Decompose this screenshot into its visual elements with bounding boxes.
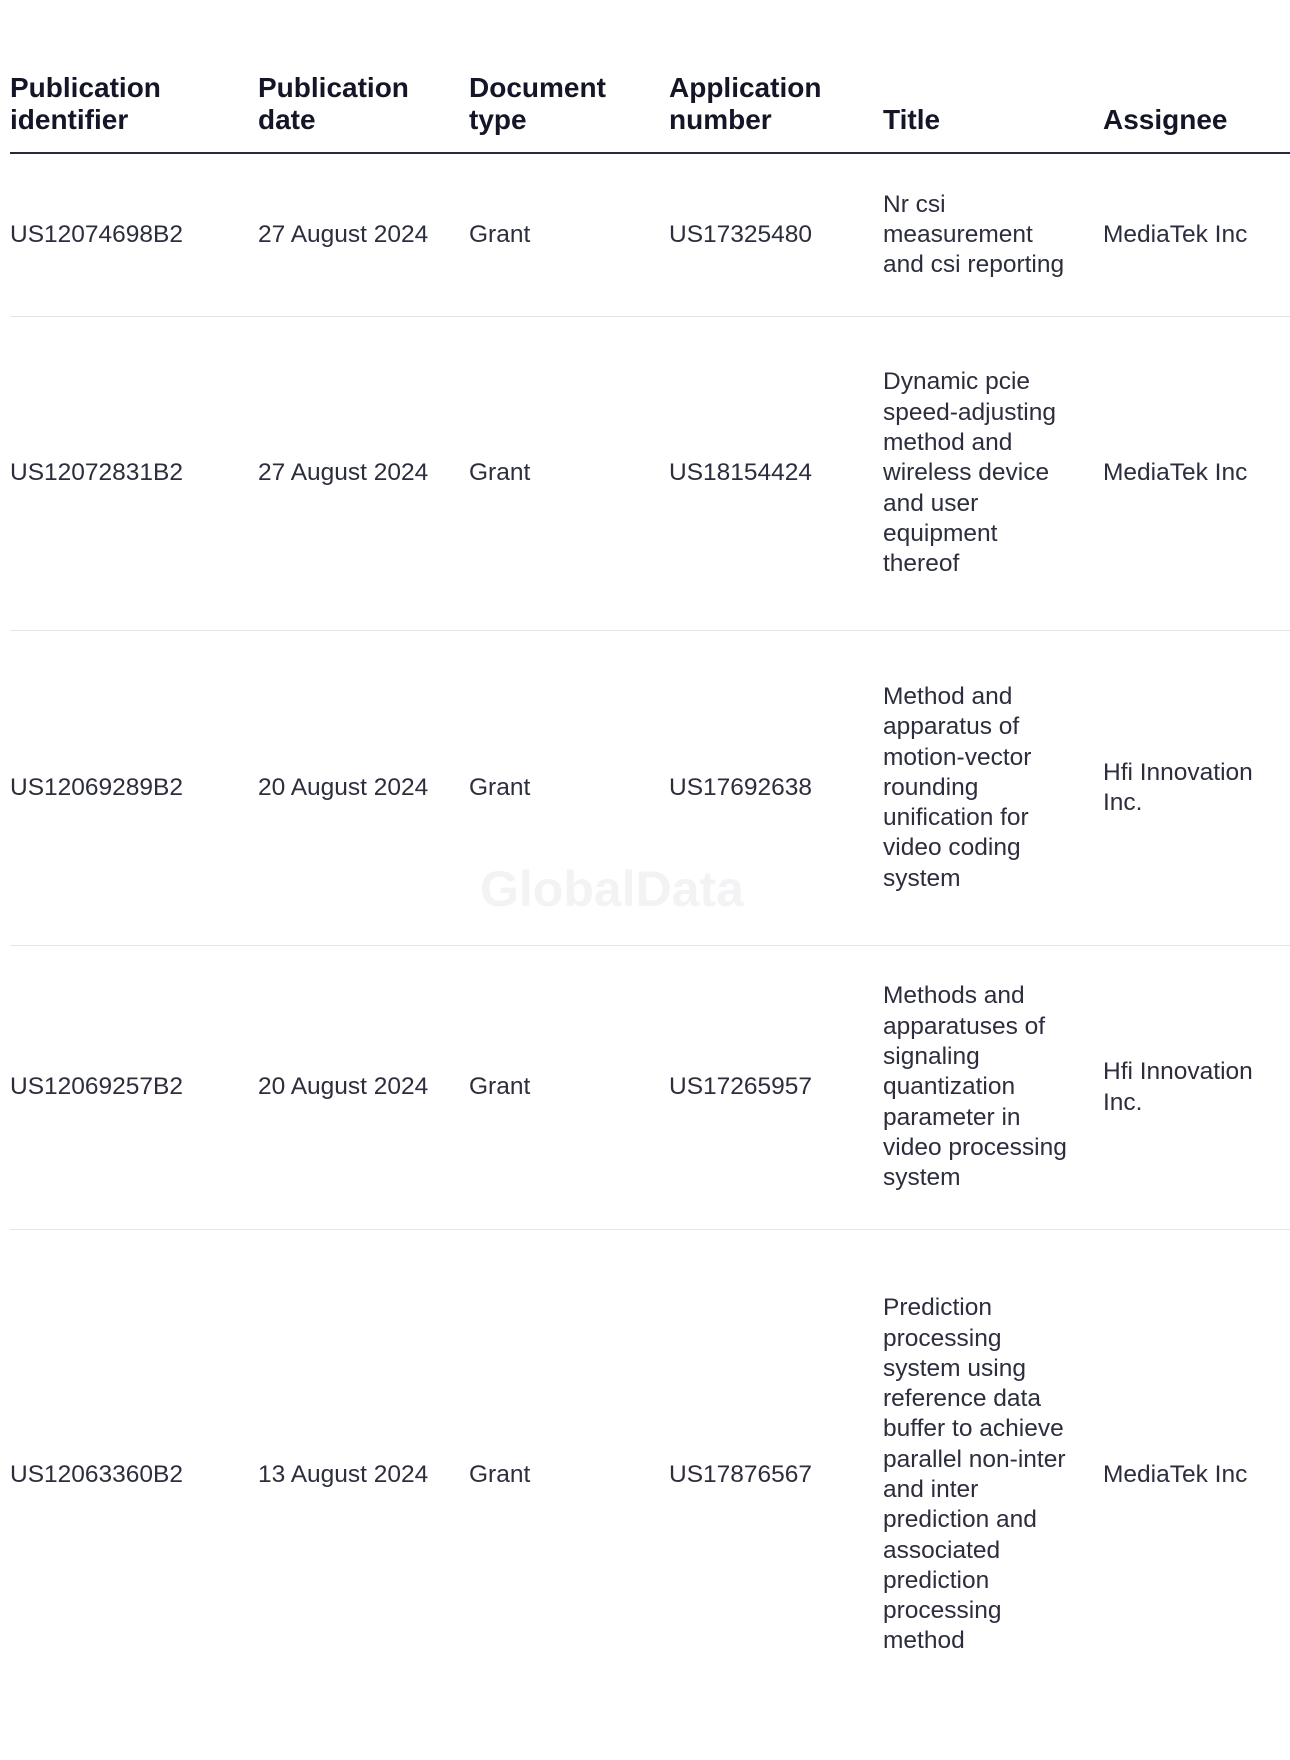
column-header-application-number: Application number xyxy=(669,72,883,153)
title-cell xyxy=(883,153,1103,317)
title-text: Method and apparatus of motion-vector rounding unification for video coding system xyxy=(883,682,1032,892)
table-row xyxy=(10,153,1290,317)
application-number-cell: US17265957 xyxy=(669,946,883,1230)
application-number-cell: US17325480 xyxy=(669,153,883,317)
assignee-cell: Hfi Innovation Inc. xyxy=(1103,631,1290,946)
title-text: Nr csi measurement and csi reporting xyxy=(883,190,1065,279)
publication-date-cell: 20 August 2024 xyxy=(258,946,469,1230)
application-number-cell: US17692638 xyxy=(669,631,883,946)
assignee-cell: MediaTek Inc xyxy=(1103,317,1290,631)
title-cell xyxy=(883,1230,1103,1721)
publication-identifier-cell: US12074698B2 xyxy=(10,153,258,317)
table-row xyxy=(10,1230,1290,1721)
application-number-cell: US17876567 xyxy=(669,1460,813,1488)
watermark: GlobalData xyxy=(480,861,744,917)
patent-table xyxy=(10,72,1290,1720)
table-row xyxy=(10,631,1290,946)
column-header-title: Title xyxy=(883,72,1103,153)
publication-date-cell: 27 August 2024 xyxy=(258,317,469,631)
publication-date-cell: 27 August 2024 xyxy=(258,153,469,317)
title-text: Dynamic pcie speed-adjusting method and wireless device and user equipment thereof xyxy=(883,368,1056,578)
column-header-document-type: Document type xyxy=(469,72,669,153)
document-type-cell: Grant xyxy=(469,317,669,631)
column-header-assignee: Assignee xyxy=(1103,72,1290,153)
publication-identifier-cell: US12063360B2 xyxy=(10,1460,184,1488)
publication-identifier-cell: US12069257B2 xyxy=(10,946,258,1230)
publication-date-cell: 20 August 2024 xyxy=(258,631,469,946)
document-type-cell: Grant xyxy=(469,153,669,317)
assignee-cell: MediaTek Inc xyxy=(1103,1460,1248,1488)
column-header-publication-identifier: Publication identifier xyxy=(10,72,258,153)
document-type-cell: Grant xyxy=(469,946,669,1230)
table-header-row xyxy=(10,72,1290,153)
document-type-cell: Grant xyxy=(469,1460,531,1488)
table-row xyxy=(10,317,1290,631)
column-header-publication-date: Publication date xyxy=(258,72,469,153)
title-cell xyxy=(883,317,1103,631)
publication-identifier-cell: US12069289B2 xyxy=(10,631,258,946)
title-text: Methods and apparatuses of signaling quantization parameter in video processing system xyxy=(883,982,1067,1192)
title-text: Prediction processing system using reference data buffer to achieve parallel non-inter and inter prediction and associated prediction processing method xyxy=(883,1294,1066,1655)
title-cell xyxy=(883,631,1103,946)
assignee-cell: MediaTek Inc xyxy=(1103,153,1290,317)
document-type-cell: Grant xyxy=(469,631,669,946)
table-row xyxy=(10,946,1290,1230)
assignee-cell: Hfi Innovation Inc. xyxy=(1103,946,1290,1230)
patent-table-container xyxy=(10,72,1253,1720)
publication-identifier-cell: US12072831B2 xyxy=(10,317,258,631)
publication-date-cell: 13 August 2024 xyxy=(258,1460,429,1488)
title-cell xyxy=(883,946,1103,1230)
application-number-cell: US18154424 xyxy=(669,317,883,631)
